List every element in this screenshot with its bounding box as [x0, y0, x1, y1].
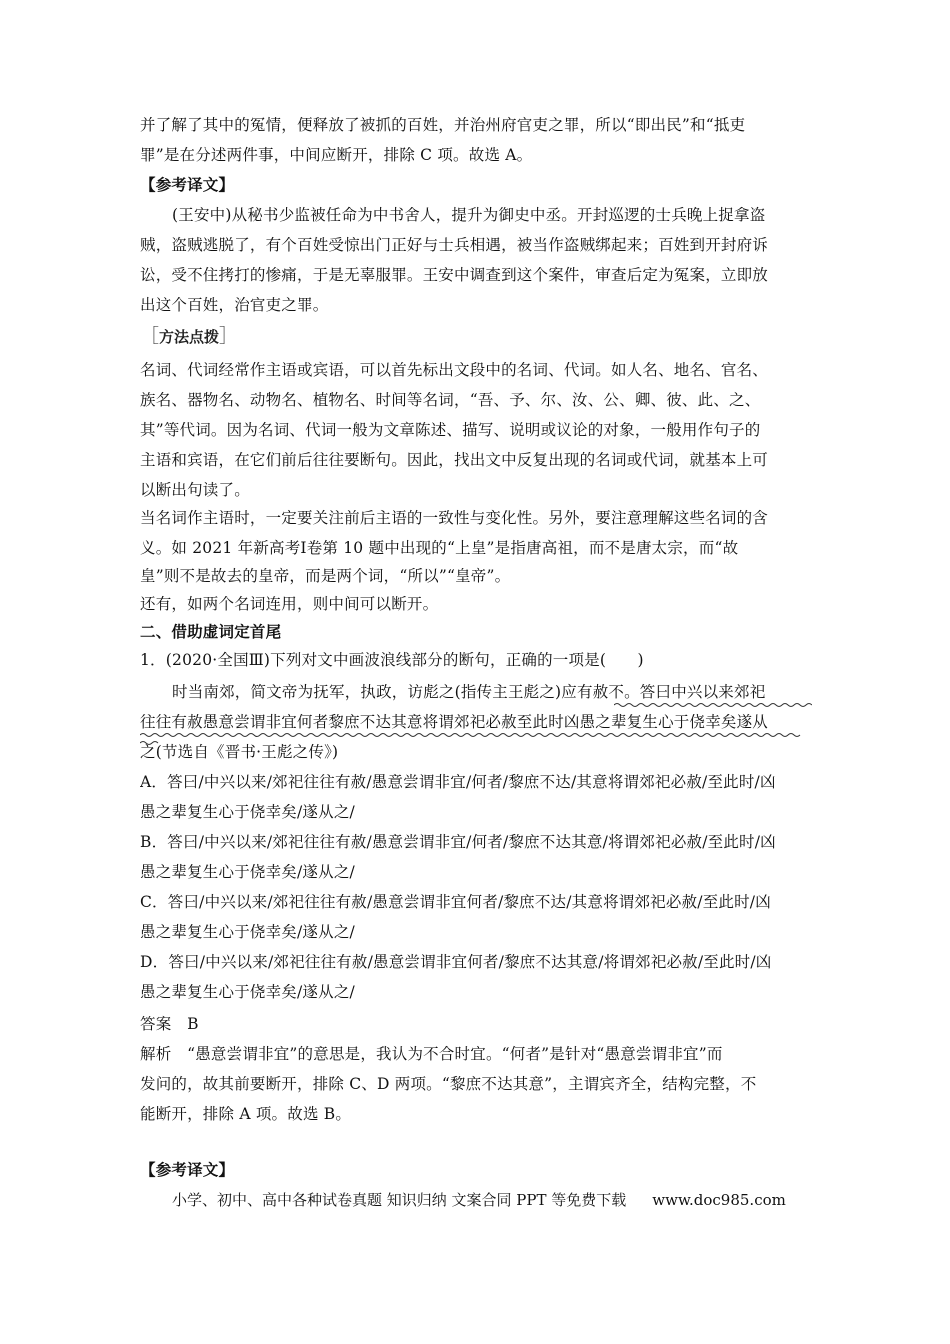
method-tips-label — [140, 323, 238, 349]
option-d-line: 愚之辈复生心于侥幸矣/遂从之/ — [140, 983, 355, 1001]
analysis-line: 解析 “愚意尝谓非宜”的意思是，我认为不合时宜。“何者”是针对“愚意尝谓非宜”而 — [140, 1045, 723, 1063]
analysis-line: 能断开，排除 A 项。故选 B。 — [140, 1105, 352, 1123]
translation-line: 贼，盗贼逃脱了，有个百姓受惊出门正好与士兵相遇，被当作盗贼绑起来；百姓到开封府诉 — [140, 236, 769, 254]
footer — [172, 1190, 812, 1210]
translation-line: 讼，受不住拷打的惨痛，于是无辜服罪。王安中调查到这个案件，审查后定为冤案，立即放 — [140, 266, 769, 284]
reference-translation-heading: 【参考译文】 — [140, 1160, 235, 1179]
passage-line: 时当南郊，简文帝为抚军，执政，访彪之(指传主王彪之)应有赦不。答曰中兴以来郊祀 — [172, 683, 766, 701]
method-line: 以断出句读了。 — [140, 481, 250, 499]
bracket-open: ［ — [140, 325, 160, 347]
paragraph-line: 罪”是在分述两件事，中间应断开，排除 C 项。故选 A。 — [140, 146, 533, 164]
translation-line: (王安中)从秘书少监被任命为中书舍人，提升为御史中丞。开封巡逻的士兵晚上捉拿盗 — [172, 206, 766, 224]
option-b-line: B．答曰/中兴以来/郊祀往往有赦/愚意尝谓非宜/何者/黎庶不达其意/将谓郊祀必赦/至此时/凶 — [140, 833, 776, 851]
method-line: 义。如 2021 年新高考Ⅰ卷第 10 题中出现的“上皇”是指唐高祖，而不是唐太宗，而“故 — [140, 539, 739, 557]
option-b-line: 愚之辈复生心于侥幸矣/遂从之/ — [140, 863, 355, 881]
method-line: 皇”则不是故去的皇帝，而是两个词，“所以”“皇帝”。 — [140, 567, 511, 585]
footer-text: 小学、初中、高中各种试卷真题 知识归纳 文案合同 PPT 等免费下载 — [172, 1191, 627, 1209]
option-c-line: C．答曰/中兴以来/郊祀往往有赦/愚意尝谓非宜何者/黎庶不达/其意将谓郊祀必赦/至此时/凶 — [140, 893, 771, 911]
footer-url[interactable]: www.doc985.com — [652, 1191, 786, 1209]
method-line: 主语和宾语，在它们前后往往要断句。因此，找出文中反复出现的名词或代词，就基本上可 — [140, 451, 769, 469]
passage-line: 往往有赦愚意尝谓非宜何者黎庶不达其意将谓郊祀必赦至此时凶愚之辈复生心于侥幸矣遂从 — [140, 713, 769, 731]
option-c-line: 愚之辈复生心于侥幸矣/遂从之/ — [140, 923, 355, 941]
method-tips-text: 方法点拨 — [159, 328, 220, 346]
method-line: 名词、代词经常作主语或宾语，可以首先标出文段中的名词、代词。如人名、地名、官名、 — [140, 361, 769, 379]
option-a-line: A．答曰/中兴以来/郊祀往往有赦/愚意尝谓非宜/何者/黎庶不达/其意将谓郊祀必赦/至此时/凶 — [140, 773, 776, 791]
bracket-close: ］ — [219, 325, 239, 347]
passage-line: 之(节选自《晋书·王彪之传》) — [140, 743, 339, 761]
wavy-underline — [614, 702, 812, 708]
question-stem: 1．(2020·全国Ⅲ)下列对文中画波浪线部分的断句，正确的一项是( ) — [140, 651, 644, 669]
method-line: 当名词作主语时，一定要关注前后主语的一致性与变化性。另外，要注意理解这些名词的含 — [140, 509, 769, 527]
wavy-underline — [140, 732, 812, 738]
option-a-line: 愚之辈复生心于侥幸矣/遂从之/ — [140, 803, 355, 821]
translation-line: 出这个百姓，治官吏之罪。 — [140, 296, 329, 314]
analysis-line: 发问的，故其前要断开，排除 C、D 两项。“黎庶不达其意”，主谓宾齐全，结构完整，不 — [140, 1075, 757, 1093]
paragraph-line: 并了解了其中的冤情，便释放了被抓的百姓，并治州府官吏之罪，所以“即出民”和“抵吏 — [140, 116, 746, 134]
option-d-line: D．答曰/中兴以来/郊祀往往有赦/愚意尝谓非宜何者/黎庶不达其意/将谓郊祀必赦/至此时/凶 — [140, 953, 772, 971]
reference-translation-heading: 【参考译文】 — [140, 175, 235, 194]
method-line: 其”等代词。因为名词、代词一般为文章陈述、描写、说明或议论的对象，一般用作句子的 — [140, 421, 761, 439]
section-heading: 二、借助虚词定首尾 — [140, 622, 282, 641]
method-line: 还有，如两个名词连用，则中间可以断开。 — [140, 595, 439, 613]
method-line: 族名、器物名、动物名、植物名、时间等名词，“吾、予、尔、汝、公、卿、彼、此、之、 — [140, 391, 761, 409]
answer-line: 答案 B — [140, 1015, 199, 1033]
